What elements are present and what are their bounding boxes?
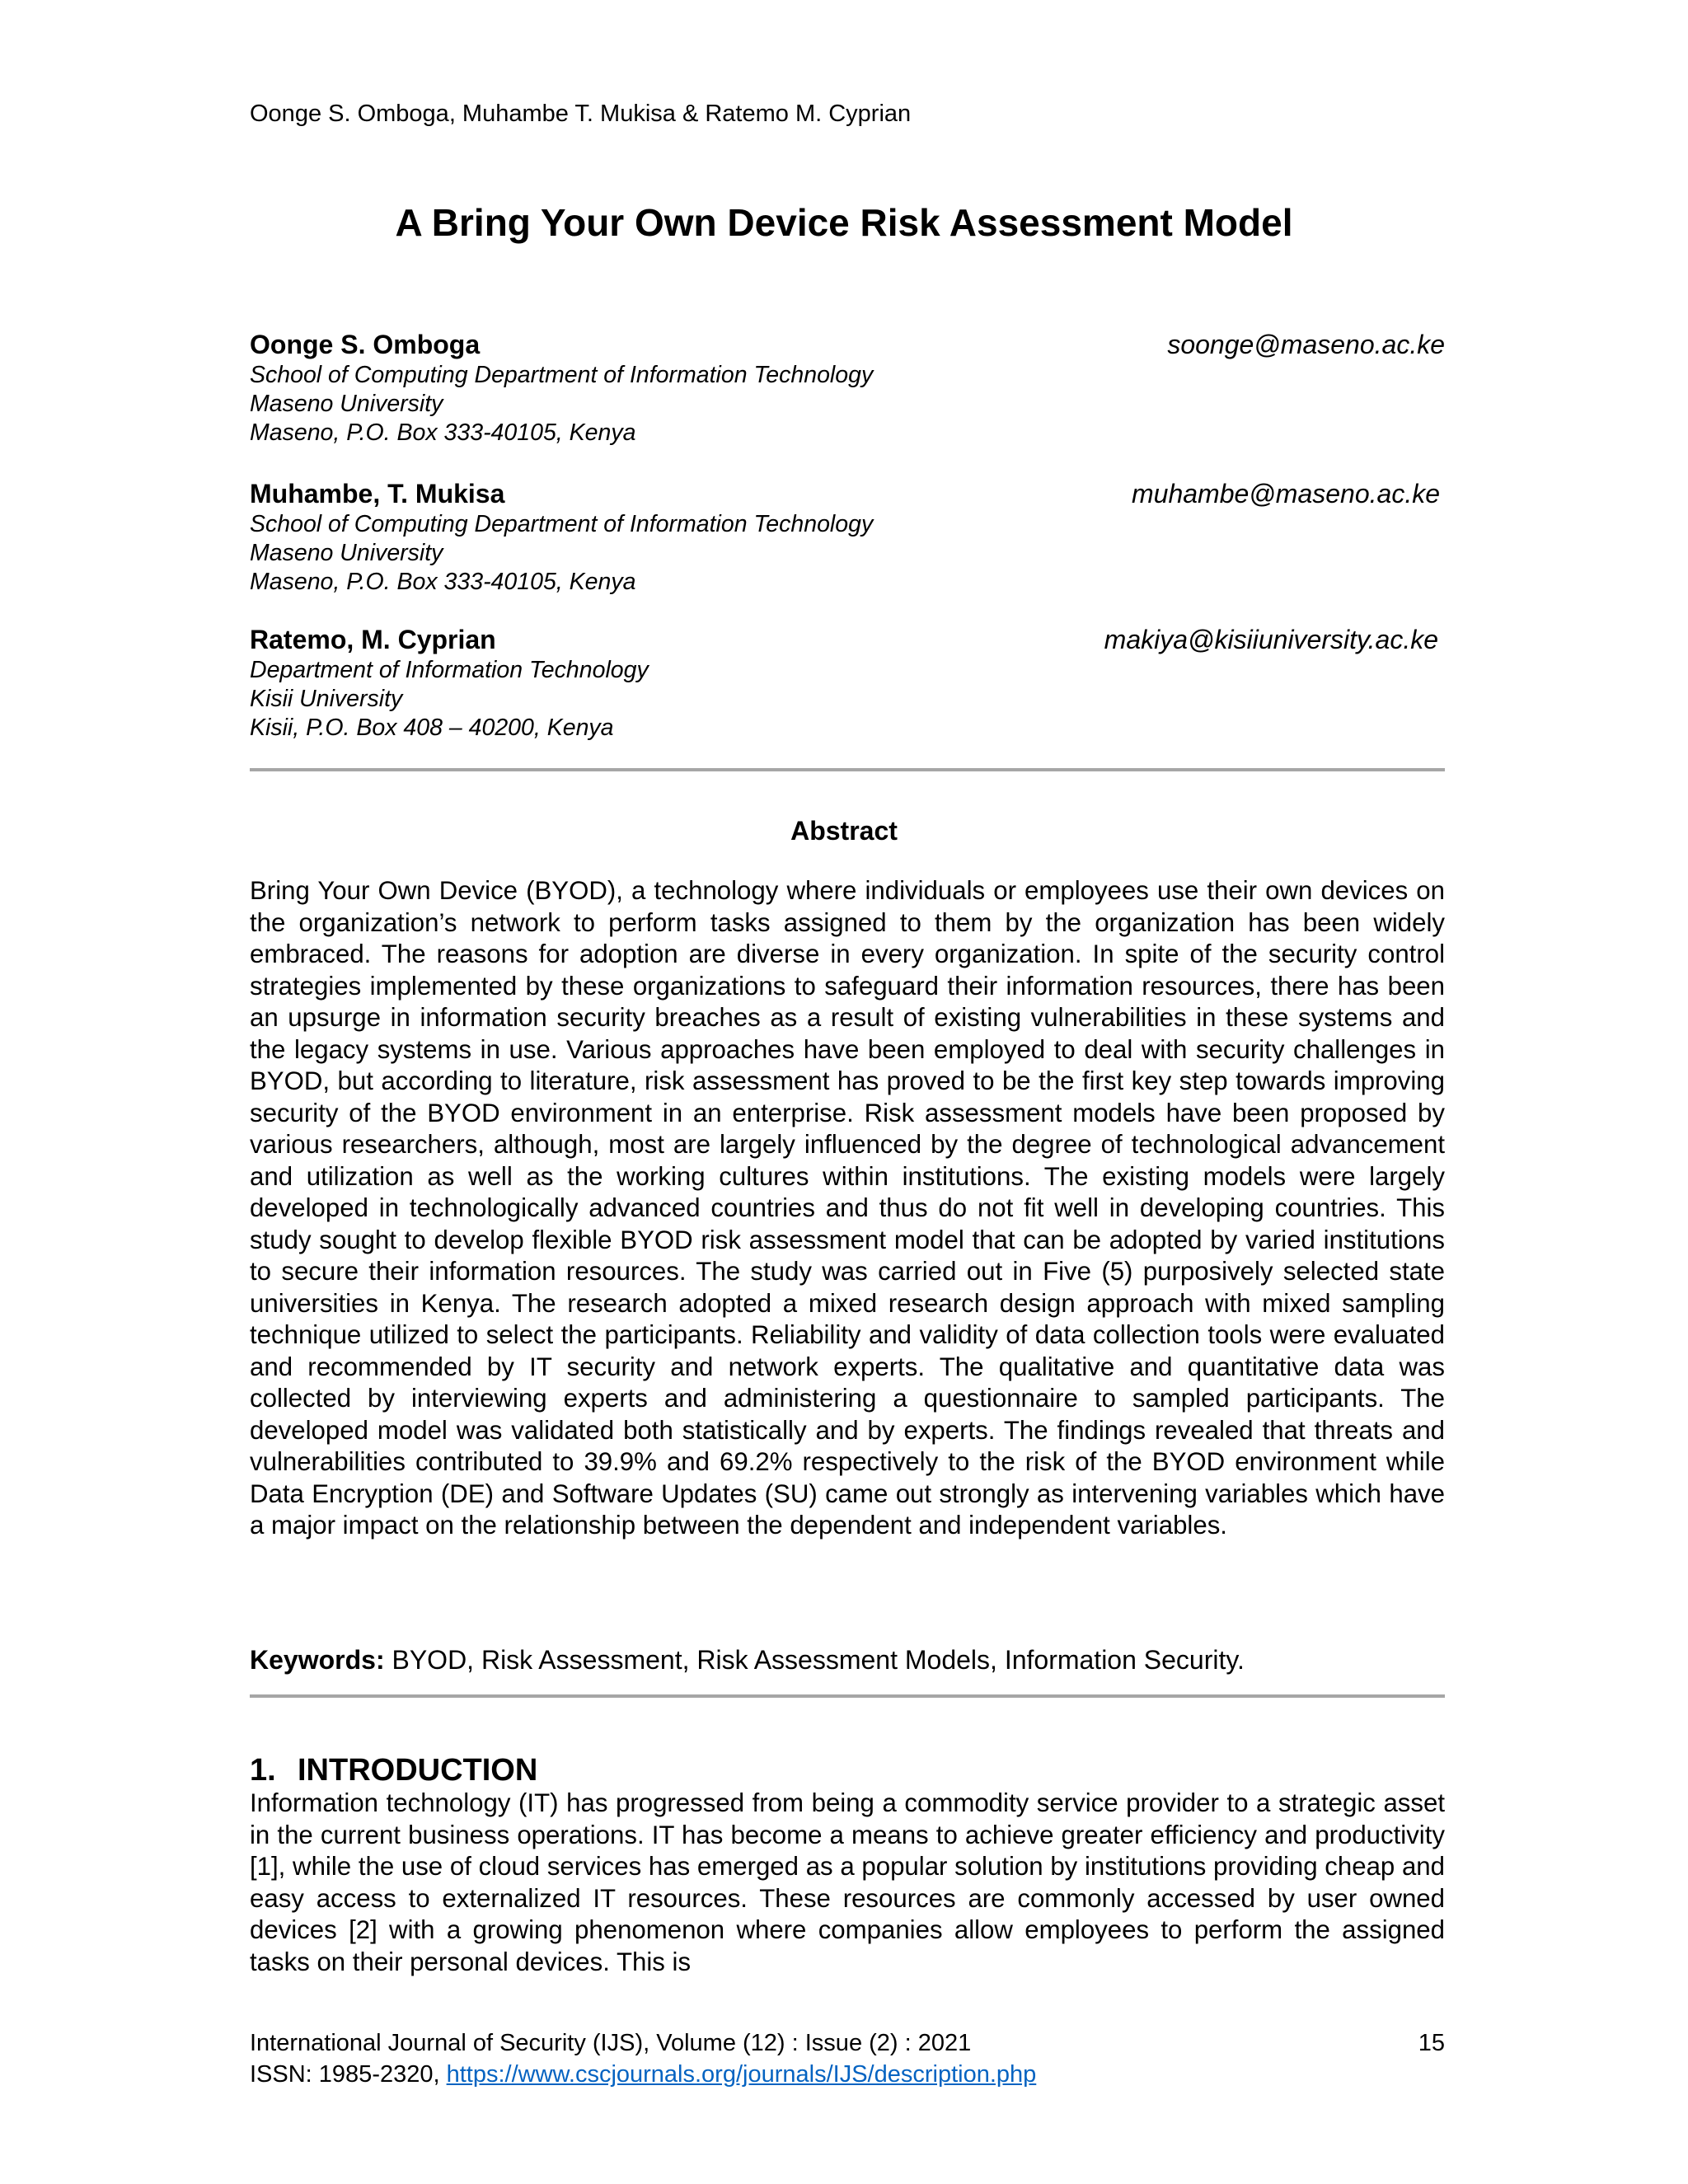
author-affiliation-line: Kisii University (250, 686, 403, 712)
author-affiliation-line: School of Computing Department of Information Technology (250, 511, 874, 537)
keywords-label: Keywords: (250, 1645, 385, 1675)
author-block-mukisa (250, 477, 1445, 597)
author-email: muhambe@maseno.ac.ke (1132, 479, 1440, 509)
author-block-omboga (250, 328, 1445, 448)
author-affiliation-line: Kisii, P.O. Box 408 – 40200, Kenya (250, 715, 614, 741)
keywords-text: BYOD, Risk Assessment, Risk Assessment Models, Information Security. (384, 1645, 1245, 1675)
page-number: 15 (1418, 2030, 1445, 2056)
author-affiliation-line: School of Computing Department of Information Technology (250, 362, 874, 388)
section-title: INTRODUCTION (298, 1753, 538, 1788)
abstract-text: Bring Your Own Device (BYOD), a technology where individuals or employees use their own devices on the organization’s network to perform tasks assigned to them by the organization has been widely embraced. The reasons for adoption are diverse in every organization. In spite of the security control strategies implemented by these organizations to safeguard their information resources, there has been an upsurge in information security breaches as a result of existing vulnerabilities in these systems and the legacy systems in use. Various approaches have been employed to deal with security challenges in BYOD, but according to literature, risk assessment has proved to be the first key step towards improving security of the BYOD environment in an enterprise. Risk assessment models have been proposed by various researchers, although, most are largely influenced by the degree of technological advancement and utilization as well as the working cultures within institutions. The existing models were largely developed in technologically advanced countries and thus do not fit well in developing countries. This study sought to develop flexible BYOD risk assessment model that can be adopted by varied institutions to secure their information resources. The study was carried out in Five (5) purposively selected state universities in Kenya. The research adopted a mixed research design approach with mixed sampling technique utilized to select the participants. Reliability and validity of data collection tools were evaluated and recommended by IT security and network experts. The qualitative and quantitative data was collected by interviewing experts and administering a questionnaire to sampled participants. The developed model was validated both statistically and by experts. The findings revealed that threats and vulnerabilities contributed to 39.9% and 69.2% respectively to the risk of the BYOD environment while Data Encryption (DE) and Software Updates (SU) came out strongly as intervening variables which have a major impact on the relationship between the dependent and independent variables. (250, 876, 1445, 1540)
journal-citation: International Journal of Security (IJS), Volume (12) : Issue (2) : 2021 (250, 2030, 972, 2056)
introduction-text: Information technology (IT) has progressed from being a commodity service provider to a strategic asset in the current business operations. IT has become a means to achieve greater efficiency and productivity [1], while the use of cloud services has emerged as a popular solution by institutions providing cheap and easy access to externalized IT resources. These resources are commonly accessed by user owned devices [2] with a growing phenomenon where companies allow employees to perform the assigned tasks on their personal devices. This is (250, 1788, 1445, 1976)
author-affiliation-line: Maseno, P.O. Box 333-40105, Kenya (250, 419, 636, 446)
author-affiliation-line: Maseno University (250, 540, 443, 566)
section-number: 1. (250, 1753, 276, 1788)
journal-link[interactable]: https://www.cscjournals.org/journals/IJS/description.php (446, 2061, 1037, 2088)
abstract-heading: Abstract (790, 816, 898, 846)
author-block-cyprian (250, 623, 1445, 743)
author-email: makiya@kisiiuniversity.ac.ke (1104, 625, 1438, 654)
page-footer (250, 2027, 1445, 2090)
divider-rule (250, 768, 1445, 771)
paper-title: A Bring Your Own Device Risk Assessment Model (395, 201, 1293, 244)
running-head: Oonge S. Omboga, Muhambe T. Mukisa & Ratemo M. Cyprian (250, 101, 912, 127)
divider-rule (250, 1694, 1445, 1698)
section-heading-introduction (250, 1750, 537, 1790)
author-name: Muhambe, T. Mukisa (250, 479, 505, 509)
issn-label: ISSN: 1985-2320, (250, 2061, 447, 2088)
author-affiliation-line: Maseno, P.O. Box 333-40105, Kenya (250, 569, 636, 595)
keywords-line (250, 1643, 1445, 1676)
author-affiliation-line: Maseno University (250, 391, 443, 417)
author-email: soonge@maseno.ac.ke (1167, 330, 1445, 359)
author-affiliation-line: Department of Information Technology (250, 657, 649, 683)
author-name: Oonge S. Omboga (250, 330, 481, 359)
author-name: Ratemo, M. Cyprian (250, 625, 496, 654)
